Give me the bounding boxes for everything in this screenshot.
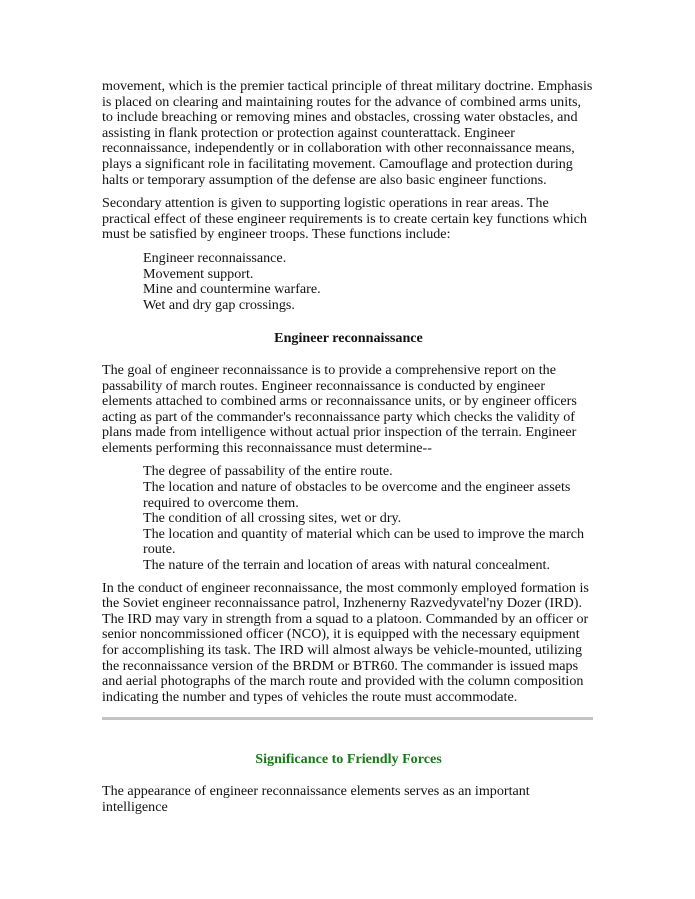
paragraph-recon-goal: The goal of engineer reconnaissance is to provide a comprehensive report on the passability of march routes. Engineer reconnaissance is conducted by engineer elements attached to combined arms or reconnaissance units, or by engineer officers acting as part of the commander's reconnaissance party which checks the validity of plans made from intelligence without actual prior inspection of the terrain. Engineer elements performing this reconnaissance must determine-- [102, 361, 577, 456]
list-item: The location and quantity of material which can be used to improve the march route. [143, 525, 585, 558]
horizontal-rule [102, 717, 593, 720]
list-item: The condition of all crossing sites, wet or dry. [143, 510, 402, 527]
list-item: Engineer reconnaissance. [143, 249, 287, 266]
list-item: The nature of the terrain and location of areas with natural concealment. [143, 557, 550, 574]
section-heading-engineer-reconnaissance: Engineer reconnaissance [274, 330, 423, 347]
list-item: Movement support. [143, 265, 254, 282]
list-item: The location and nature of obstacles to be overcome and the engineer assets required to overcome them. [143, 479, 571, 511]
list-item: The degree of passability of the entire route. [143, 463, 393, 480]
document-page [102, 79, 595, 823]
list-item: Wet and dry gap crossings. [143, 296, 295, 313]
paragraph-movement: movement, which is the premier tactical principle of threat military doctrine. Emphasis is placed on clearing and maintaining routes for the advance of combined arms units, to include breaching or removing mines and obstacles, crossing water obstacles, and assisting in flank protection or protection against counterattack. Engineer reconnaissance, independently or in collaboration with other reconnaissance means, plays a significant role in facilitating movement. Camouflage and protection during halts or temporary assumption of the defense are also basic engineer functions. [102, 78, 593, 188]
paragraph-secondary-attention: Secondary attention is given to supporting logistic operations in rear areas. The practical effect of these engineer requirements is to create certain key functions which must be satisfied by engineer troops. These functions include: [102, 195, 587, 243]
recon-determine-list [102, 464, 595, 573]
section-heading-significance-friendly-forces: Significance to Friendly Forces [255, 751, 442, 768]
paragraph-significance: The appearance of engineer reconnaissance elements serves as an important intelligence [102, 782, 530, 815]
engineer-functions-list [102, 251, 595, 313]
list-item: Mine and countermine warfare. [143, 281, 321, 298]
paragraph-recon-conduct: In the conduct of engineer reconnaissance, the most commonly employed formation is the Soviet engineer reconnaissance patrol, Inzhenerny Razvedyvatel'ny Dozer (IRD). The IRD may vary in strength from a squad to a platoon. Commanded by an officer or senior noncommissioned officer (NCO), it is equipped with the necessary equipment for accomplishing its task. The IRD will almost always be vehicle-mounted, utilizing the reconnaissance version of the BRDM or BTR60. The commander is issued maps and aerial photographs of the march route and provided with the column composition indicating the number and types of vehicles the route must accommodate. [102, 579, 589, 705]
